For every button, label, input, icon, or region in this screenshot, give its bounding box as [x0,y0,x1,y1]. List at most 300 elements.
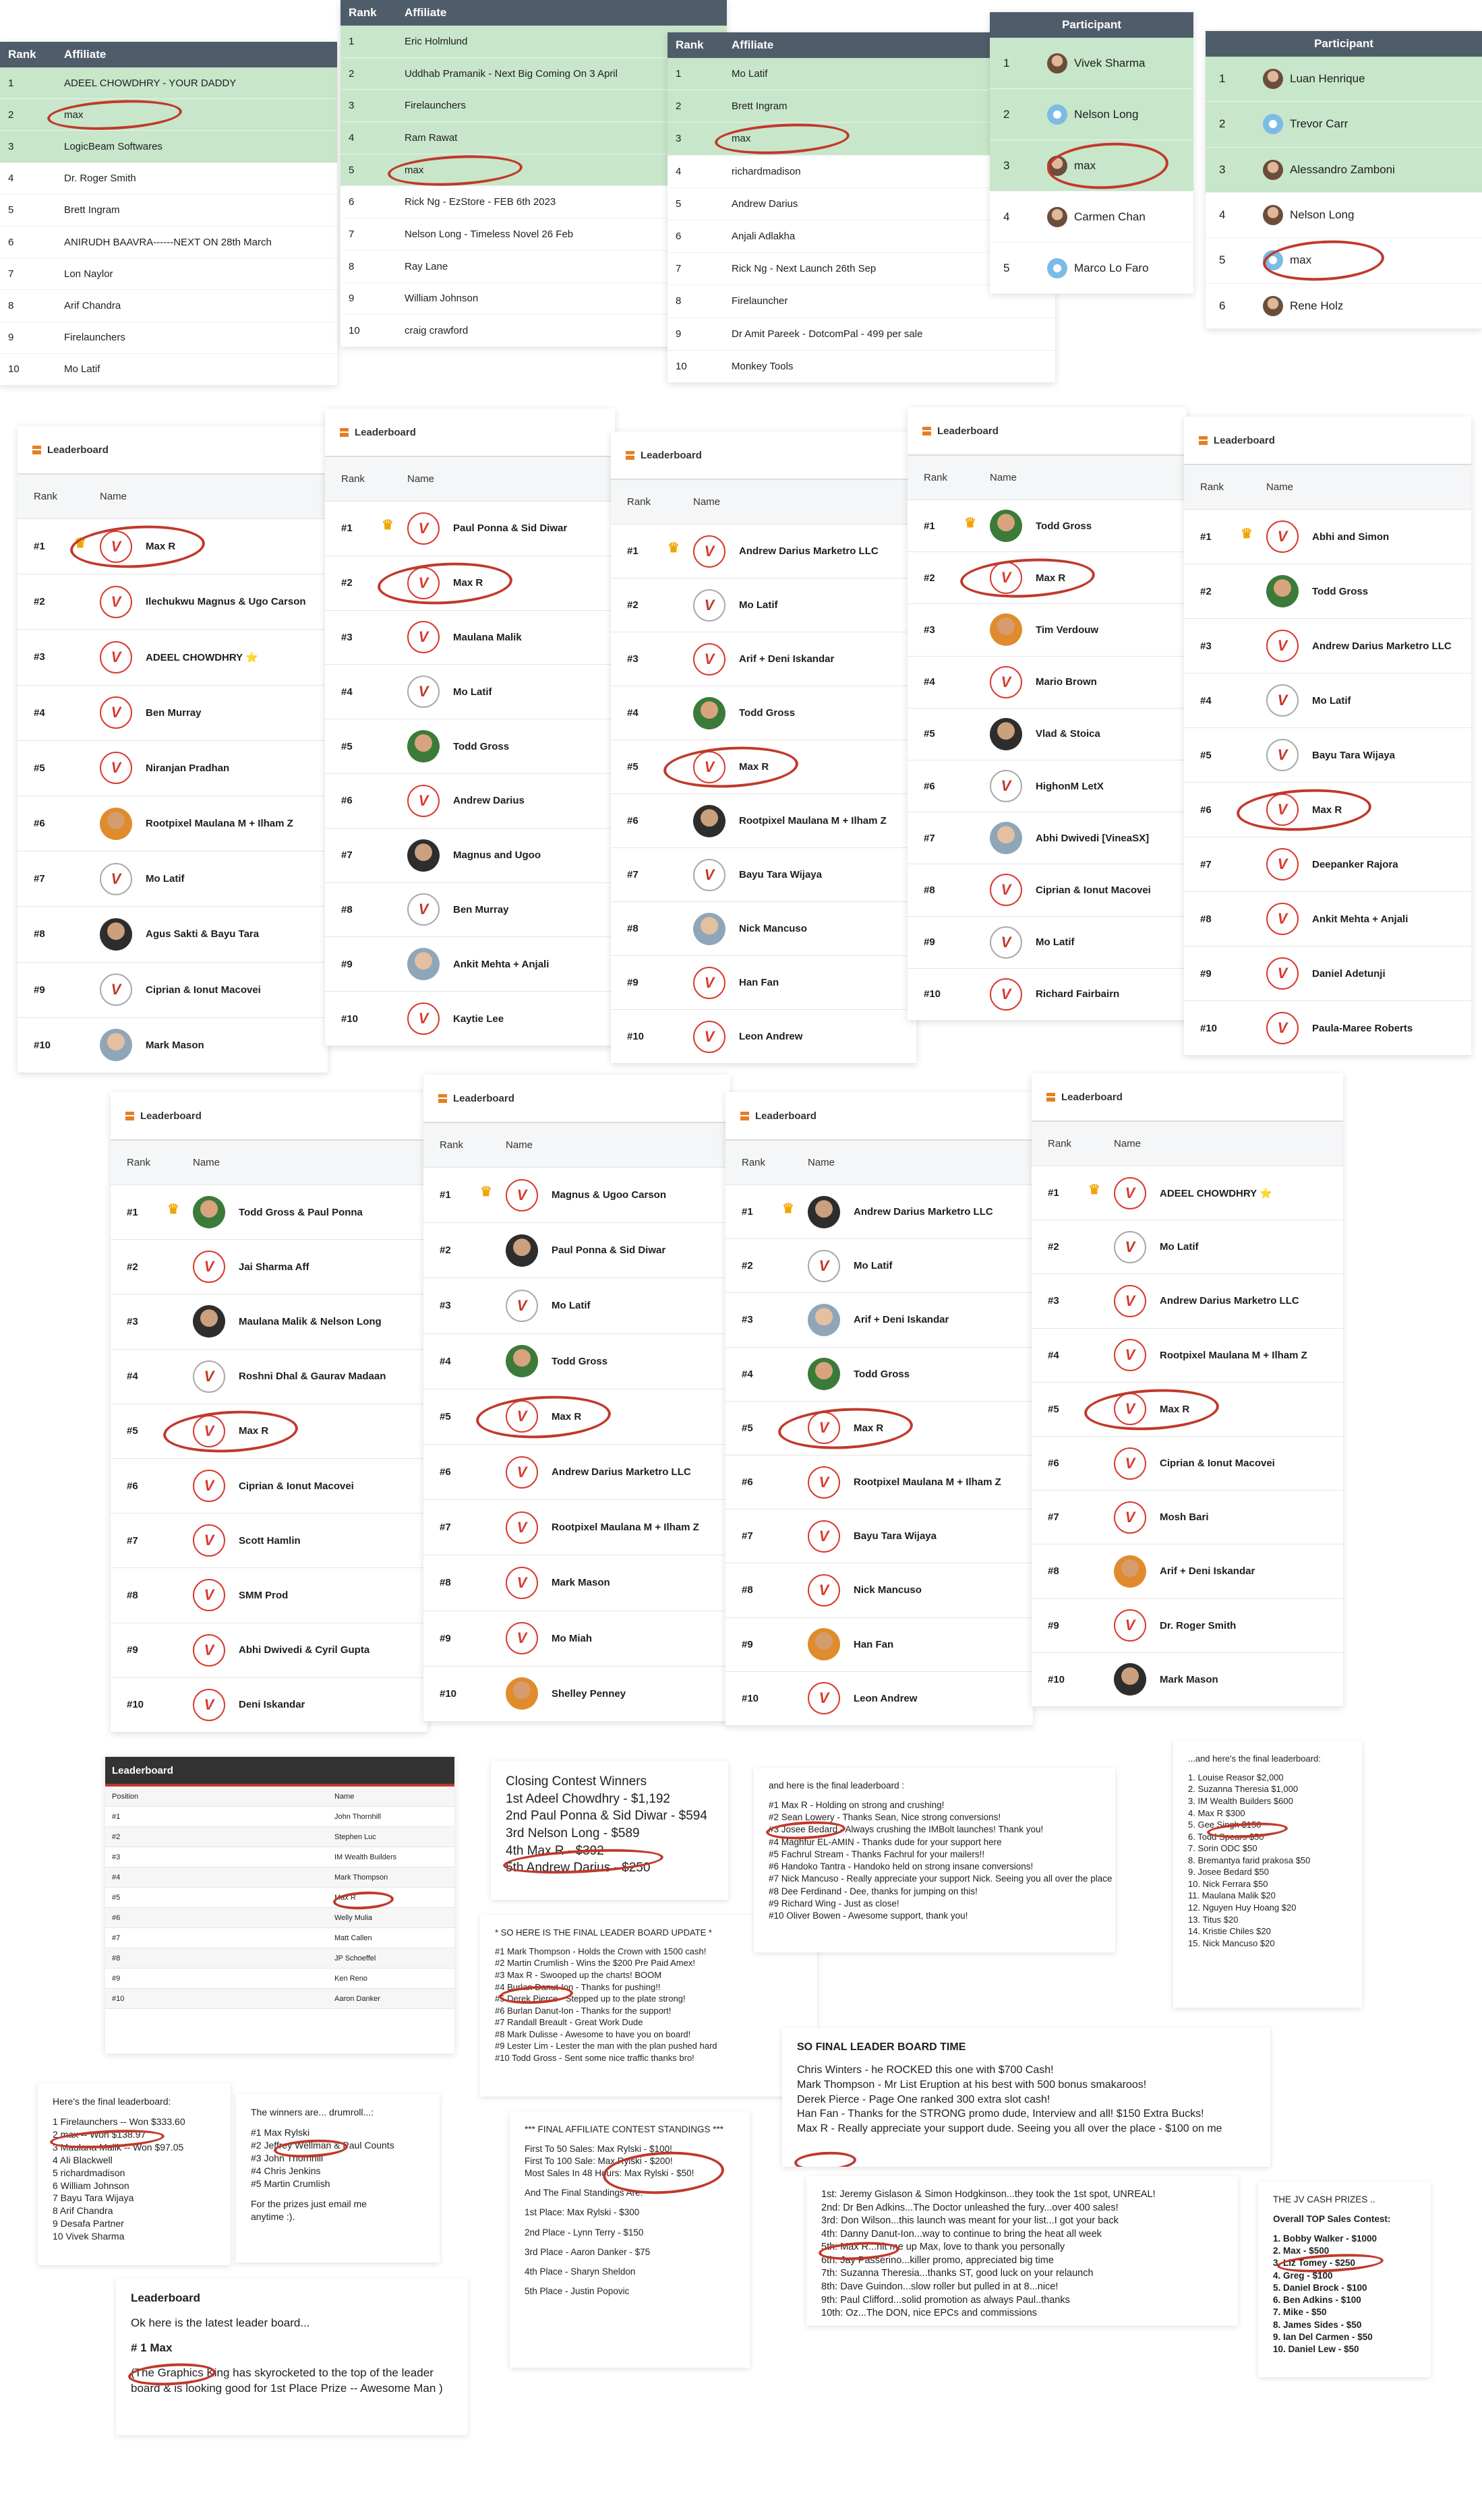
note-line: #4 Burlan Danut-Ion - Thanks for pushing!! [495,1981,661,1992]
table-body [105,1787,454,2009]
avatar: V [808,1574,840,1607]
avatar [100,808,132,840]
member-name: Rootpixel Maulana M + Ilham Z [1160,1349,1307,1361]
note-line: 4th Place - Sharyn Sheldon [525,2266,636,2277]
note-line [251,2119,425,2126]
affiliate-cell: Dr Amit Pareek - DotcomPal - 499 per sale [732,328,923,340]
rank-cell: 9 [676,328,682,340]
table-row [105,1807,454,1827]
col-name: Name [1114,1138,1142,1149]
col-rank: Rank [924,472,948,483]
name-cell [407,621,522,653]
avatar [1266,575,1299,607]
avatar: V [1266,848,1299,880]
table-row [0,131,337,162]
member-name: Shelley Penney [552,1687,626,1700]
member-name: Max R [239,1425,269,1437]
position-cell: #9 [112,1974,121,1983]
avatar: V [808,1412,840,1444]
rank-cell: #3 [924,624,935,636]
member-name: Bayu Tara Wijaya [1312,749,1395,761]
avatar [506,1677,538,1710]
col-name: Name [693,496,721,508]
note-line: 7. Sorin ODC $50 [1188,1843,1257,1854]
note-line: 1. Bobby Walker - $1000 [1273,2233,1377,2244]
rank-cell: 10 [8,363,20,376]
note-line: First To 50 Sales: Max Rylski - $100! [525,2144,672,2155]
leaderboard-row [1184,892,1471,947]
crown-icon: ♛ [74,536,86,551]
member-name: Ankit Mehta + Anjali [453,958,550,970]
avatar [693,913,725,945]
affiliate-cell: ANIRUDH BAAVRA------NEXT ON 28th March [64,236,272,248]
table-row [0,163,337,195]
name-cell [1114,1339,1307,1371]
table-header [105,1787,454,1807]
member-name: Max R [552,1410,582,1422]
note-line: 6. Ben Adkins - $100 [1273,2295,1361,2306]
col-rank: Rank [440,1139,464,1151]
rank-cell: 4 [349,131,355,144]
participant-cell [1263,69,1482,89]
leaderboard-note-jv-cash [1258,2182,1431,2377]
participant-name: Trevor Carr [1290,117,1348,131]
member-name: Paula-Maree Roberts [1312,1022,1413,1034]
member-name: Abhi Dwivedi & Cyril Gupta [239,1644,370,1656]
note-line: 4th Max R - $392 [506,1843,604,1858]
member-name: Rootpixel Maulana M + Ilham Z [854,1476,1001,1489]
affiliate-cell: Rick Ng - Next Launch 26th Sep [732,263,877,275]
rank-cell: 9 [349,293,355,305]
leaderboard-title-text: Leaderboard [453,1092,514,1104]
note-line: 3. Liz Tomey - $250 [1273,2258,1356,2269]
avatar: V [407,567,440,599]
name-cell [193,1196,363,1228]
participant-cell [1047,258,1193,278]
member-name: ADEEL CHOWDHRY ⭐ [146,651,258,663]
note-line: 5. Gee Singh $150 [1188,1820,1262,1830]
avatar [808,1358,840,1390]
avatar: V [407,785,440,817]
affiliate-cell: max [64,109,84,121]
avatar: V [808,1466,840,1499]
col-rank: Rank [676,38,704,51]
leaderboard-title [611,431,916,480]
note-line: #2 Martin Crumlish - Wins the $200 Pre Paid Amex! [495,1958,695,1969]
rank-cell: 4 [676,165,682,177]
rank-cell: #2 [440,1244,451,1257]
rank-cell: #7 [440,1522,451,1534]
member-name: Max R [146,541,176,553]
name-cell [506,1677,626,1710]
leaderboard-row [18,741,328,796]
note-line: Han Fan - Thanks for the STRONG promo dude, Interview and all! $150 Extra Bucks! [797,2108,1204,2120]
leaderboard-title-text: Leaderboard [1214,434,1275,446]
rank-cell: #4 [1200,694,1212,707]
rank-cell: 1 [8,77,14,89]
rank-cell: #8 [1048,1565,1059,1578]
crown-icon: ♛ [668,541,680,556]
note-line: #2 Jeffrey Wellman & Paul Counts [251,2139,394,2151]
name-cell [1114,1609,1236,1642]
avatar [1263,205,1283,225]
rank-cell: 3 [1219,162,1226,176]
member-name: Nick Mancuso [854,1584,922,1596]
avatar: V [1114,1447,1146,1480]
rank-cell: #1 ♛ [742,1201,794,1218]
avatar: V [100,531,132,563]
participant-name: Nelson Long [1074,107,1139,121]
leaderboard-row [423,1168,730,1223]
leaderboard-row [611,632,916,686]
table-row [990,191,1193,243]
crown-icon: ♛ [964,515,976,531]
rank-cell: #10 [1200,1022,1218,1034]
member-name: Mo Latif [1160,1241,1199,1253]
name-cell [808,1574,922,1607]
note-line: 1 Firelaunchers -- Won $333.60 [53,2116,185,2128]
rank-cell: #1 ♛ [127,1201,179,1218]
table-header [340,0,727,26]
member-name: Mo Latif [1036,936,1075,949]
avatar: V [1266,630,1299,662]
member-name: Andrew Darius Marketro LLC [552,1466,691,1478]
note-line: 3rd Place - Aaron Danker - $75 [525,2246,651,2257]
rank-cell: #10 [34,1039,51,1051]
col-name: Name [100,491,127,502]
note-line: 4. Max R $300 [1188,1807,1245,1818]
leaderboard-row [1032,1166,1343,1220]
name-cell [693,967,779,999]
rank-cell: 5 [8,204,14,216]
note-line: *** FINAL AFFILIATE CONTEST STANDINGS *** [525,2124,724,2134]
name-cell: Stephen Luc [334,1832,376,1841]
avatar: V [100,752,132,784]
table-header [908,456,1187,500]
affiliate-cell: craig crawford [405,325,469,337]
leaderboard-row [111,1404,427,1459]
name-cell [407,1002,504,1035]
avatar [1047,207,1067,227]
name-cell [1114,1663,1218,1696]
affiliate-cell: Ray Lane [405,260,448,272]
member-name: Todd Gross & Paul Ponna [239,1206,363,1218]
member-name: Ciprian & Ionut Macovei [239,1480,354,1492]
affiliate-table [0,42,337,386]
avatar: V [100,973,132,1006]
avatar: V [808,1250,840,1282]
table-row [990,140,1193,191]
note-line: #1 Max R - Holding on strong and crushing! [769,1800,945,1811]
avatar: V [193,1470,225,1502]
leaderboard-row [1184,564,1471,619]
col-affiliate: Affiliate [405,6,447,19]
rank-cell: #6 [742,1476,753,1489]
participant-table [990,12,1193,294]
rank-cell: #5 [1200,749,1212,761]
note-line: Max R - Really appreciate your support dude. Seeing you all over the place - $100 on me [797,2122,1222,2134]
rank-cell: #6 [34,818,45,830]
name-cell [1266,848,1398,880]
name-cell [100,586,306,618]
note-line: #7 Nick Mancuso - Really appreciate your support Nick. Seeing you all over the place [769,1873,1113,1884]
avatar: V [1266,739,1299,771]
leaderboard-row [423,1445,730,1500]
rank-cell: 2 [1003,107,1010,121]
member-name: Deepanker Rajora [1312,858,1398,870]
note-line: Here's the final leaderboard: [53,2096,171,2107]
rank-cell: #2 [742,1260,753,1272]
avatar [1047,104,1067,125]
rank-cell: 4 [1219,208,1226,222]
note-line: #4 Chris Jenkins [251,2165,321,2176]
avatar: V [1114,1231,1146,1263]
rank-cell: 4 [8,173,14,185]
rank-cell: #7 [627,869,639,880]
rank-cell: #2 [1048,1241,1059,1253]
note-line: 2. Suzanna Theresia $1,000 [1188,1784,1299,1795]
leaderboard-row [325,774,615,829]
avatar [100,918,132,951]
name-cell [100,1029,204,1061]
name-cell [1114,1285,1299,1317]
rank-cell: #7 [127,1534,138,1547]
rank-cell: #1 ♛ [34,536,86,553]
leaderboard-row [1184,837,1471,892]
rank-cell: #10 [341,1013,359,1025]
position-leaderboard [105,1757,454,2053]
avatar [100,1029,132,1061]
note-line: 5th Place - Justin Popovic [525,2285,630,2296]
note-line: #3 Max R - Swooped up the charts! BOOM [495,1970,662,1981]
name-cell [193,1470,354,1502]
rank-cell: #5 [127,1425,138,1437]
leaderboard-title [908,407,1187,456]
avatar: V [693,859,725,891]
note-line: 8. Bremantya farid prakosa $50 [1188,1855,1311,1865]
rank-cell: 1 [349,35,355,47]
name-cell [100,808,293,840]
name-cell [193,1251,309,1283]
col-participant: Participant [1314,37,1373,50]
leaderboard-logo-icon [1199,436,1208,445]
leaderboard-row [18,851,328,907]
avatar [990,613,1022,646]
name-cell [407,839,541,872]
note-line: 4th: Danny Danut-Ion...way to continue to bring the heat all week [821,2228,1102,2240]
name-cell [990,978,1119,1011]
table-row [1206,57,1482,102]
affiliate-cell: max [405,164,424,176]
avatar: V [193,1524,225,1557]
name-cell [1114,1231,1199,1263]
name-cell [100,531,175,563]
col-rank: Rank [349,6,377,19]
rank-cell: #1 ♛ [440,1184,492,1201]
name-cell [407,730,509,762]
name-cell [693,535,879,568]
rank-cell: #5 [34,762,45,774]
member-name: Max R [1036,572,1066,584]
leaderboard-row [18,574,328,630]
rank-cell: #1 ♛ [627,541,680,557]
col-affiliate: Affiliate [64,48,107,61]
leaderboard-note-final-list2 [1173,1741,1362,2008]
leaderboard-widget [611,431,916,1064]
member-name: Arif + Deni Iskandar [739,653,835,665]
note-line: Chris Winters - he ROCKED this one with $700 Cash! [797,2064,1054,2076]
rank-cell: #3 [341,631,353,643]
leaderboard-row [1032,1599,1343,1653]
affiliate-cell: Eric Holmlund [405,35,468,47]
avatar: V [193,1360,225,1393]
rank-cell: 5 [676,198,682,210]
member-name: Leon Andrew [739,1031,803,1042]
member-name: Mo Latif [552,1300,591,1312]
name-cell: JP Schoeffel [334,1954,376,1962]
position-cell: #7 [112,1933,121,1942]
name-cell [100,918,259,951]
affiliate-cell: LogicBeam Softwares [64,140,162,152]
member-name: Deni Iskandar [239,1699,305,1711]
name-cell [506,1345,607,1377]
table-row [0,354,337,386]
avatar: V [193,1634,225,1667]
avatar [693,805,725,837]
leaderboard-title [1184,417,1471,465]
rank-cell: #3 [1048,1295,1059,1307]
note-line: 6th: Jay Passerino...killer promo, appreciated big time [821,2254,1054,2266]
rank-cell: 2 [8,109,14,121]
name-cell: Welly Mulia [334,1913,373,1922]
rank-cell: 3 [1003,158,1010,172]
leaderboard-row [18,963,328,1018]
member-name: Max R [1312,804,1342,816]
rank-cell: #3 [742,1314,753,1326]
leaderboard-row [725,1563,1033,1617]
note-line: Leaderboard [131,2291,200,2304]
rank-cell: 6 [8,236,14,248]
rank-cell: 2 [676,100,682,113]
name-cell [693,859,822,891]
name-cell: Mark Thompson [334,1873,388,1882]
rank-cell: 9 [8,332,14,344]
participant-cell [1263,114,1482,134]
member-name: Andrew Darius Marketro LLC [854,1206,993,1218]
rank-cell: #4 [924,676,935,688]
name-cell [1266,957,1386,990]
name-cell [693,697,795,729]
avatar: V [193,1689,225,1721]
name-cell [693,805,887,837]
avatar [193,1305,225,1338]
affiliate-cell: Mo Latif [732,68,768,80]
affiliate-cell: Rick Ng - EzStore - FEB 6th 2023 [405,196,556,208]
rank-cell: 6 [676,231,682,243]
rank-cell: 3 [349,100,355,112]
table-header [725,1141,1033,1185]
leaderboard-title-text: Leaderboard [755,1110,817,1122]
table-row [0,322,337,354]
table-row [1206,284,1482,329]
note-line: #1 Max Rylski [251,2127,310,2138]
member-name: Ciprian & Ionut Macovei [146,984,261,996]
name-cell [407,893,509,926]
avatar [1263,114,1283,134]
note-line: 1st Adeel Chowdhry - $1,192 [506,1791,670,1806]
rank-cell: 2 [1219,117,1226,131]
name-cell [990,822,1149,854]
leaderboard-row [325,992,615,1046]
member-name: Todd Gross [552,1355,608,1367]
note-line: * SO HERE IS THE FINAL LEADER BOARD UPDATE * [495,1927,712,1938]
name-cell [1114,1393,1189,1425]
avatar: V [990,978,1022,1011]
name-cell [808,1304,949,1336]
leaderboard-row [908,657,1187,709]
table-row [0,290,337,322]
leaderboard-row [111,1294,427,1349]
table-row [1206,193,1482,238]
note-line: 7th: Suzanna Theresia...thanks ST, good luck on your relaunch [821,2268,1094,2279]
participant-name: Nelson Long [1290,208,1355,222]
avatar: V [506,1179,538,1211]
crown-icon: ♛ [167,1201,179,1217]
leaderboard-title-text: Leaderboard [355,426,416,438]
note-line: 2 max -- Won $138.97 [53,2128,146,2140]
member-name: Paul Ponna & Sid Diwar [453,522,568,535]
avatar: V [693,967,725,999]
avatar: V [990,874,1022,906]
note-line: 2nd: Dr Ben Adkins...The Doctor unleashed the fury...over 400 sales! [821,2202,1119,2213]
rank-cell: #4 [440,1355,451,1367]
table-header [0,42,337,67]
name-cell [193,1305,382,1338]
name-cell [193,1634,369,1667]
leaderboard-row [1032,1220,1343,1274]
table-header [990,12,1193,38]
avatar: V [1114,1393,1146,1425]
name-cell [808,1466,1001,1499]
leaderboard-title [725,1092,1033,1141]
member-name: Niranjan Pradhan [146,762,230,774]
leaderboard-row [1184,783,1471,837]
leaderboard-title [1032,1073,1343,1122]
position-cell: #2 [112,1832,121,1841]
rank-cell: #7 [1048,1511,1059,1524]
avatar: V [1266,957,1299,990]
rank-cell: #8 [924,884,935,896]
name-cell [506,1456,691,1489]
table-row [105,1948,454,1969]
name-cell [808,1412,883,1444]
avatar [1047,258,1067,278]
avatar: V [100,586,132,618]
col-rank: Rank [34,491,58,502]
avatar: V [1266,520,1299,553]
leaderboard-row [611,956,916,1010]
leaderboard-row [18,686,328,741]
note-line: ...and here's the final leaderboard: [1188,1753,1321,1764]
member-name: Todd Gross [1312,585,1369,597]
name-cell: Matt Callen [334,1933,372,1942]
rank-cell: #6 [1048,1458,1059,1470]
rank-cell: #5 [924,728,935,740]
note-line: 3. IM Wealth Builders $600 [1188,1796,1293,1807]
name-cell [693,589,778,622]
member-name: Han Fan [854,1638,894,1650]
participant-cell [1263,205,1482,225]
